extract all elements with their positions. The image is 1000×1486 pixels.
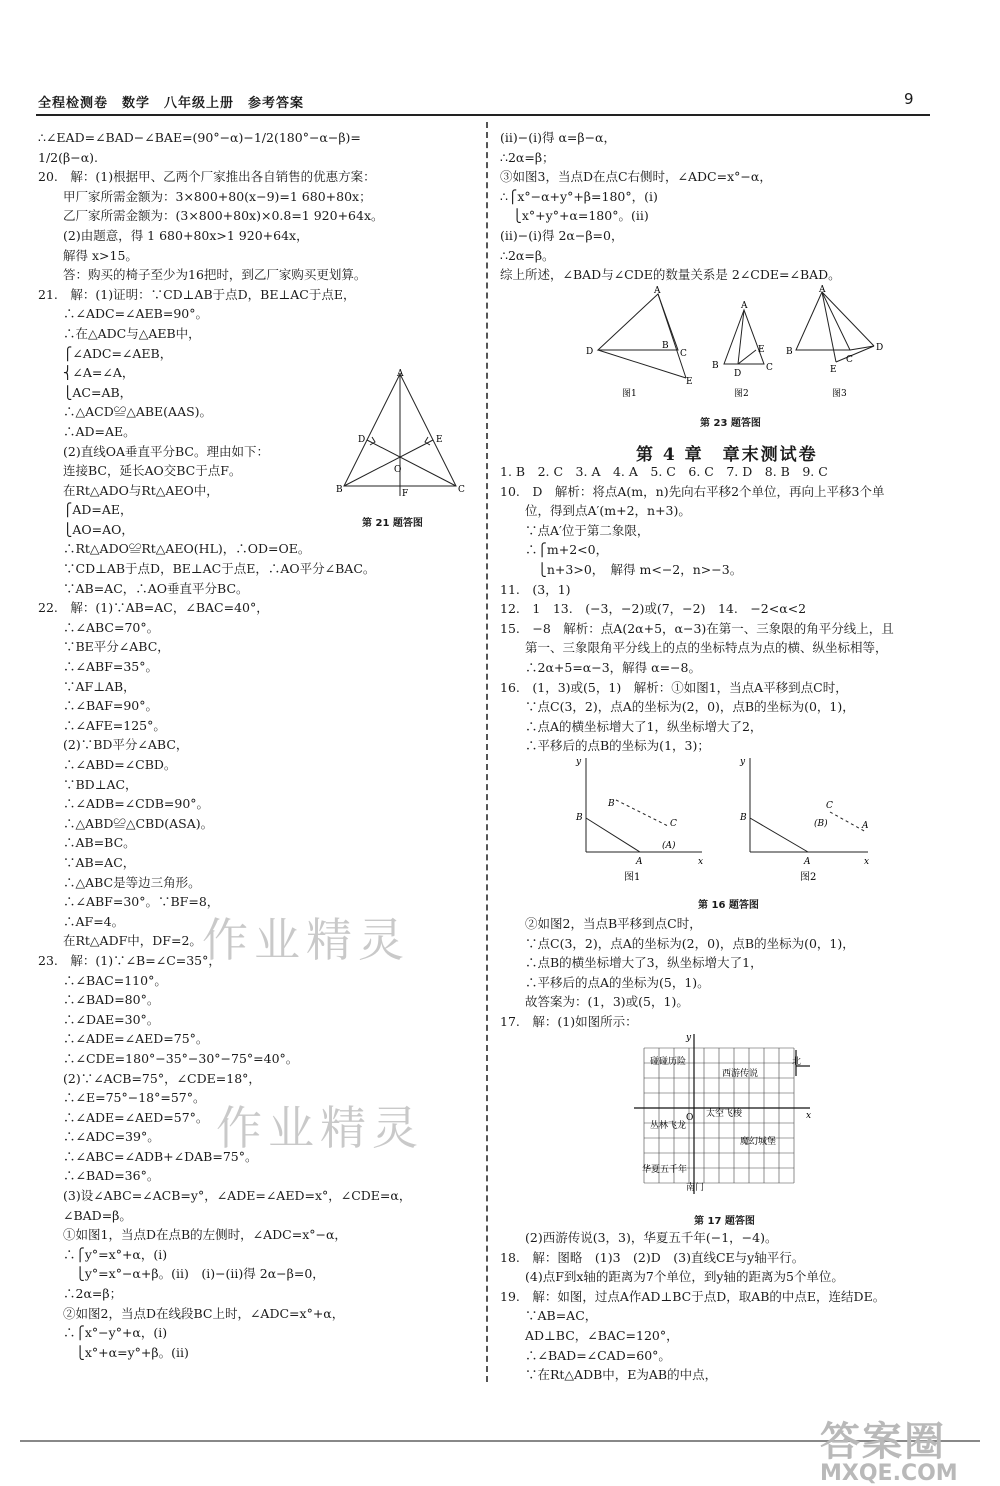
text-line: 答：购买的椅子至少为16把时，到乙厂家购买更划算。	[38, 267, 367, 283]
fig16-b2: B	[740, 813, 747, 823]
right-column-end	[500, 1228, 940, 1385]
text-line: 故答案为：(1，3)或(5，1)。	[500, 994, 689, 1010]
column-divider	[486, 122, 488, 1382]
text-line: (2)∵∠ACB=75°，∠CDE=18°，	[38, 1070, 261, 1086]
fig16-a2: A	[804, 857, 811, 867]
fig23-e3: E	[830, 365, 837, 375]
fig23-c3: C	[846, 355, 853, 365]
text-line: ∴2α+5=α−3，解得 α=−8。	[500, 659, 701, 675]
fig16-b1-moved: B	[608, 799, 615, 809]
text-line: ∵在Rt△ADB中，E为AB的中点，	[500, 1367, 718, 1383]
fig16-caption: 第 16 题答图	[698, 900, 759, 911]
text-line: ∵点A′位于第二象限，	[500, 522, 650, 538]
fig23-d3: D	[876, 343, 884, 353]
fig16-c1: C	[670, 819, 677, 829]
fig17-y: y	[686, 1033, 692, 1043]
text-line: ∵点C(3，2)，点A的坐标为(2，0)，点B的坐标为(0，1)，	[500, 935, 855, 951]
fig23-sub2: 图2	[734, 389, 749, 399]
fig17-place-6: 华夏五千年	[642, 1165, 688, 1175]
fig23-a1: A	[654, 286, 661, 296]
fig16-sub1: 图1	[624, 872, 641, 882]
text-line: ∴∠E=75°−18°=57°。	[38, 1090, 206, 1106]
text-line: 21. 解：(1)证明：∵CD⊥AB于点D，BE⊥AC于点E，	[38, 286, 356, 302]
text-line: ∴∠ABF=35°。	[38, 659, 158, 675]
text-line: (2)直线OA垂直平分BC。理由如下：	[38, 443, 269, 459]
fig23-e1: E	[686, 377, 693, 387]
fig21-label-o: O	[394, 465, 402, 475]
header-title: 全程检测卷 数学 八年级上册 参考答案	[38, 96, 305, 111]
watermark-2: 作业精灵	[216, 1101, 424, 1155]
fig23-a2: A	[741, 301, 748, 311]
text-line: ⎧∠ADC=∠AEB，	[38, 345, 173, 361]
text-line: (2)∵BD平分∠ABC，	[38, 737, 189, 753]
text-line: 乙厂家所需金额为：(3×800+80x)×0.8=1 920+64x。	[38, 208, 384, 224]
text-line: ∴∠ADC=39°。	[38, 1129, 160, 1145]
fig16-x2: x	[864, 857, 870, 867]
text-line: ∵BE平分∠ABC，	[38, 639, 170, 655]
fig21-label-a: A	[397, 369, 404, 379]
text-line: ∴在△ADC与△AEB中，	[38, 325, 201, 341]
fig21-label-e: E	[436, 435, 443, 445]
text-line: ∴2α=β；	[38, 1286, 123, 1302]
text-line: 11. (3，1)	[500, 581, 571, 597]
text-line: 在Rt△ADO与Rt△AEO中，	[38, 482, 219, 498]
fig16-b1: B	[576, 813, 583, 823]
text-line: ①如图1，当点D在点B的左侧时，∠ADC=x°−α，	[38, 1227, 347, 1243]
text-line: ∴∠BAD=80°。	[38, 992, 160, 1008]
fig16-x1: x	[698, 857, 704, 867]
fig17-place-4: 丛林飞龙	[650, 1121, 687, 1131]
text-line: 10. D 解析：将点A(m，n)先向右平移2个单位，再向上平移3个单	[500, 483, 885, 499]
text-line: (ii)−(i)得 α=β−α，	[500, 130, 617, 145]
figure-21	[334, 368, 466, 500]
text-line: ∵CD⊥AB于点D，BE⊥AC于点E，∴AO平分∠BAC。	[38, 561, 376, 577]
text-line: 甲厂家所需金额为：3×800+80(x−9)=1 680+80x；	[38, 188, 372, 204]
text-line: 22. 解：(1)∵AB=AC，∠BAC=40°，	[38, 600, 269, 616]
fig16-a1: A	[636, 857, 643, 867]
fig17-place-5: 魔幻城堡	[740, 1137, 777, 1147]
fig16-a1-paren: (A)	[662, 841, 676, 851]
text-line: ∴∠ABF=30°。∵BF=8，	[38, 894, 220, 910]
text-line: 16. (1，3)或(5，1) 解析：①如图1，当点A平移到点C时，	[500, 679, 848, 695]
text-line: ∴点B的横坐标增大了3，纵坐标增大了1，	[500, 955, 763, 971]
text-line: ∵AB=AC，	[38, 854, 136, 870]
fig16-a2-moved: A	[862, 821, 869, 831]
text-line: (2)西游传说(3，3)，华夏五千年(−1，−4)。	[500, 1230, 778, 1245]
fig23-caption: 第 23 题答图	[700, 418, 761, 429]
text-line: ⎩AC=AB，	[38, 384, 133, 400]
chapter-title: 第 4 章 章末测试卷	[636, 445, 818, 465]
fig21-label-f: F	[402, 489, 409, 496]
text-line: ③如图3，当点D在点C右侧时，∠ADC=x°−α，	[500, 169, 772, 185]
text-line: ⎨∠A=∠A，	[38, 365, 135, 381]
fig23-c1: C	[680, 349, 687, 359]
text-line: ∴∠EAD=∠BAD−∠BAE=(90°−α)−1/2(180°−α−β)=	[38, 130, 361, 145]
text-line: ⎩AO=AO，	[38, 521, 134, 537]
text-line: ∴∠ADB=∠CDB=90°。	[38, 796, 210, 812]
text-line: ∵点C(3，2)，点A的坐标为(2，0)，点B的坐标为(0，1)，	[500, 699, 855, 715]
fig23-sub1: 图1	[622, 389, 637, 399]
figure-23	[578, 284, 890, 404]
text-line: ∴平移后的点A的坐标为(5，1)。	[500, 974, 710, 990]
site-logo	[820, 1410, 958, 1486]
text-line: 15. −8 解析：点A(2α+5，α−3)在第一、三象限的角平分线上，且	[500, 620, 894, 636]
text-line: ∴⎧y°=x°+α，(i)	[38, 1246, 168, 1262]
fig17-place-3: 太空飞梭	[706, 1109, 743, 1119]
text-line: 12. 1 13. (−3，−2)或(7，−2) 14. −2<α<2	[500, 601, 807, 617]
text-line: ∴∠ABD=∠CBD。	[38, 757, 177, 772]
fig17-north: 北	[792, 1057, 802, 1067]
text-line: ⎩x°+y°+α=180°。(ii)	[500, 208, 649, 224]
text-line: 综上所述，∠BAD与∠CDE的数量关系是 2∠CDE=∠BAD。	[500, 267, 841, 283]
text-line: ∴∠BAD=36°。	[38, 1168, 160, 1184]
text-line: ∴∠ADE=∠AED=75°。	[38, 1031, 209, 1047]
text-line: ⎩y°=x°−α+β。(ii) (i)−(ii)得 2α−β=0，	[38, 1266, 325, 1282]
right-column-mid	[500, 462, 940, 756]
fig17-x: x	[806, 1111, 812, 1121]
left-column	[38, 128, 483, 1362]
text-line: ∴Rt△ADO≌Rt△AEO(HL)，∴OD=OE。	[38, 541, 311, 557]
text-line: 解得 x>15。	[38, 247, 138, 263]
text-line: ∵AB=AC，	[500, 1308, 598, 1324]
text-line: ②如图2，当点B平移到点C时，	[500, 916, 702, 931]
text-line: 第一、三象限角平分线上的点的坐标特点为点的横、纵坐标相等，	[500, 640, 888, 656]
text-line: 在Rt△ADF中，DF=2。	[38, 933, 202, 949]
text-line: ∴2α=β。	[500, 247, 555, 263]
fig23-b2: B	[712, 361, 719, 371]
text-line: ∴∠ABC=∠ADB+∠DAB=75°。	[38, 1148, 258, 1164]
figure-16	[568, 752, 884, 886]
text-line: 20. 解：(1)根据甲、乙两个厂家推出各自销售的优惠方案：	[38, 169, 376, 185]
fig23-a3: A	[819, 285, 826, 295]
text-line: ∴⎧m+2<0，	[500, 542, 609, 558]
text-line: ∴∠CDE=180°−35°−30°−75°=40°。	[38, 1050, 299, 1066]
fig16-y2: y	[740, 757, 746, 767]
logo-text: 答案圈	[820, 1419, 946, 1465]
text-line: ∴2α=β；	[500, 149, 555, 165]
text-line: 1. B 2. C 3. A 4. A 5. C 6. C 7. D 8. B 9. C	[500, 464, 828, 479]
text-line: ∴⎧x°−α+y°+β=180°，(i)	[500, 188, 658, 204]
text-line: (4)点F到x轴的距离为7个单位，到y轴的距离为5个单位。	[500, 1269, 844, 1285]
fig23-c2: C	[766, 363, 773, 373]
text-line: ∴∠AFE=125°。	[38, 717, 166, 733]
text-line: ∴∠BAD=∠CAD=60°。	[500, 1347, 671, 1363]
fig23-d1: D	[586, 347, 594, 357]
logo-url: MXQE.COM	[820, 1461, 958, 1486]
fig16-sub2: 图2	[800, 872, 817, 882]
fig16-c2: C	[826, 801, 833, 811]
fig21-label-c: C	[458, 485, 465, 495]
text-line: 位，得到点A′(m+2，n+3)。	[500, 503, 691, 519]
text-line: ∵AF⊥AB，	[38, 678, 136, 694]
fig21-label-b: B	[336, 485, 343, 495]
watermark-1: 作业精灵	[202, 913, 410, 967]
text-line: ∴∠DAE=30°。	[38, 1011, 160, 1027]
text-line: ∴∠BAF=90°。	[38, 698, 158, 714]
fig23-e2: E	[758, 345, 765, 355]
text-line: ∴AF=4。	[38, 913, 125, 929]
text-line: ②如图2，当点D在线段BC上时，∠ADC=x°+α，	[38, 1305, 345, 1321]
fig16-y1: y	[576, 757, 582, 767]
text-line: 17. 解：(1)如图所示：	[500, 1013, 638, 1029]
text-line: 23. 解：(1)∵∠B=∠C=35°，	[38, 952, 221, 968]
figure-17	[634, 1030, 820, 1204]
page-number: 9	[904, 90, 914, 108]
text-line: ∴∠BAC=110°。	[38, 972, 167, 988]
text-line: 连接BC，延长AO交BC于点F。	[38, 463, 242, 479]
text-line: ∴AB=BC。	[38, 835, 136, 851]
text-line: ∴∠ABC=70°。	[38, 619, 160, 635]
fig17-origin: O	[686, 1113, 694, 1123]
fig17-place-2: 西游传说	[722, 1069, 759, 1079]
text-line: ∴△ACD≌△ABE(AAS)。	[38, 404, 213, 420]
fig23-b1: B	[662, 341, 669, 351]
text-line: ∴AD=AE。	[38, 423, 136, 439]
text-line: ⎩n+3>0， 解得 m<−2，n>−3。	[500, 561, 743, 577]
text-line: ⎩x°+α=y°+β。(ii)	[38, 1344, 189, 1360]
text-line: ⎧AD=AE，	[38, 502, 133, 518]
text-line: ∠BAD=β。	[38, 1207, 132, 1223]
text-line: ∴∠ADE=∠AED=57°。	[38, 1109, 209, 1125]
right-column-low	[500, 914, 940, 1032]
text-line: ∴⎧x°−y°+α，(i)	[38, 1325, 168, 1341]
text-line: 1/2(β−α).	[38, 149, 98, 165]
text-line: ∴平移后的点B的坐标为(1，3)；	[500, 738, 710, 754]
text-line: AD⊥BC，∠BAC=120°，	[500, 1327, 679, 1343]
fig23-b3: B	[786, 347, 793, 357]
text-line: 18. 解：图略 (1)3 (2)D (3)直线CE与y轴平行。	[500, 1249, 805, 1265]
text-line: ∵AB=AC，∴AO垂直平分BC。	[38, 580, 249, 596]
text-line: (2)由题意，得 1 680+80x>1 920+64x，	[38, 227, 309, 243]
fig21-label-d: D	[358, 435, 366, 445]
fig17-place-1: 碰碰历险	[650, 1057, 687, 1067]
text-line: ∴点A的横坐标增大了1，纵坐标增大了2，	[500, 718, 763, 734]
fig17-caption: 第 17 题答图	[694, 1216, 755, 1227]
text-line: ∴△ABD≌△CBD(ASA)。	[38, 815, 214, 831]
fig23-d2: D	[734, 369, 742, 379]
text-line: ∵BD⊥AC，	[38, 776, 138, 792]
fig21-caption: 第 21 题答图	[362, 518, 423, 529]
fig23-sub3: 图3	[832, 389, 847, 399]
text-line: ∴∠ADC=∠AEB=90°。	[38, 306, 209, 322]
text-line: 19. 解：如图，过点A作AD⊥BC于点D，取AB的中点E，连结DE。	[500, 1288, 886, 1304]
text-line: ∴△ABC是等边三角形。	[38, 874, 201, 890]
fig16-b2-paren: (B)	[814, 819, 828, 829]
header-rule	[36, 114, 930, 116]
fig17-place-7: 南门	[686, 1183, 705, 1193]
right-column-top	[500, 128, 940, 285]
text-line: (ii)−(i)得 2α−β=0，	[500, 227, 624, 243]
text-line: (3)设∠ABC=∠ACB=y°，∠ADE=∠AED=x°，∠CDE=α，	[38, 1188, 412, 1204]
